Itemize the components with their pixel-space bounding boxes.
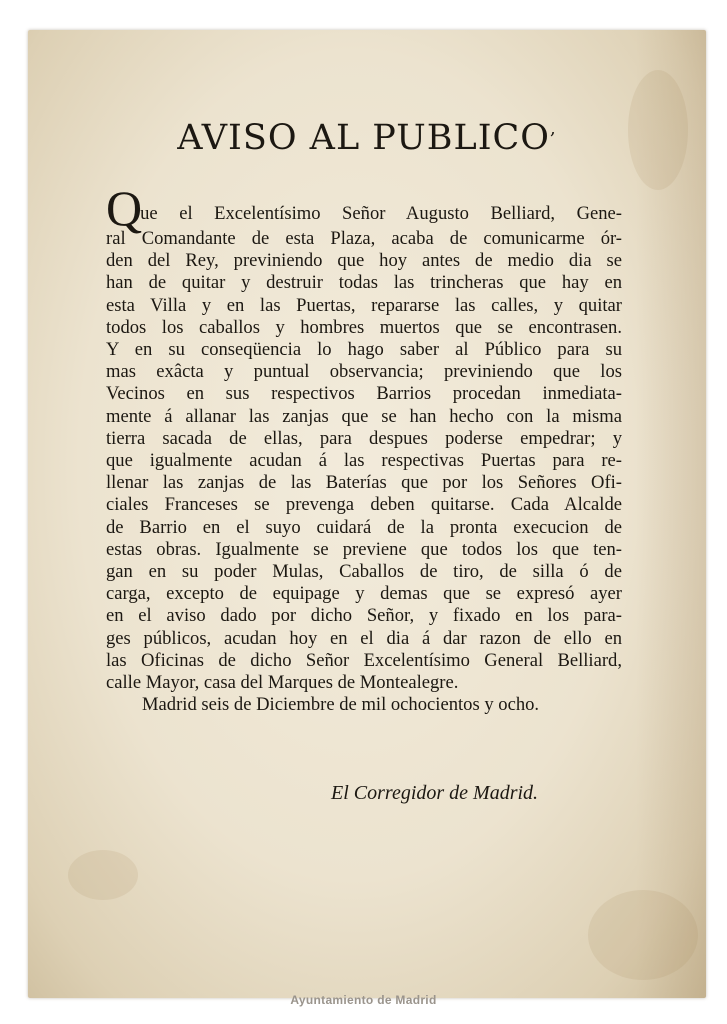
body-line: de Barrio en el suyo cuidará de la pronta execucion de: [106, 516, 622, 538]
body-line: llenar las zanjas de las Baterías que por los Señores Ofi-: [106, 472, 622, 494]
date-line: Madrid seis de Diciembre de mil ochocientos y ocho.: [142, 694, 540, 716]
body-line: en el aviso dado por dicho Señor, y fixado en los para-: [106, 605, 622, 627]
body-line-text: ue el Excelentísimo Señor Augusto Belliard, Gene-: [140, 203, 622, 224]
body-line: ges públicos, acudan hoy en el dia á dar razon de ello en: [106, 627, 622, 649]
document-title: [28, 118, 706, 158]
body-line: todos los caballos y hombres muertos que se encontrasen.: [106, 316, 622, 338]
body-line: han de quitar y destruir todas las trincheras que hay en: [106, 272, 622, 294]
body-line: Vecinos en sus respectivos Barrios procedan inmediata-: [106, 383, 622, 405]
body-line: Y en su conseqüencia lo hago saber al Público para su: [106, 339, 622, 361]
body-line: ral Comandante de esta Plaza, acaba de comunicarme ór-: [106, 228, 622, 249]
title-text: AVISO AL PUBLICO: [177, 118, 551, 158]
body-line: mas exâcta y puntual observancia; previniendo que los: [106, 361, 622, 383]
body-line: ciales Franceses se prevenga deben quitarse. Cada Alcalde: [106, 494, 622, 516]
paper-stain: [68, 850, 138, 900]
body-line: mente á allanar las zanjas que se han hecho con la misma: [106, 405, 622, 427]
body-line: las Oficinas de dicho Señor Excelentísimo General Belliard,: [106, 649, 622, 671]
drop-cap: Q: [106, 180, 141, 236]
watermark: Ayuntamiento de Madrid: [290, 993, 437, 1007]
signature: El Corregidor de Madrid.: [331, 782, 539, 804]
body-line: carga, excepto de equipage y demas que se expresó ayer: [106, 583, 622, 605]
body-line: tierra sacada de ellas, para despues poderse empedrar; y: [106, 427, 622, 449]
paper-stain: [588, 890, 698, 980]
title-punctuation: ,: [550, 118, 557, 139]
document-body: [106, 180, 622, 716]
body-line: que igualmente acudan á las respectivas Puertas para re-: [106, 450, 622, 472]
paper-stain: [628, 70, 688, 190]
body-line: calle Mayor, casa del Marques de Montealegre.: [106, 672, 459, 694]
body-line: estas obras. Igualmente se previene que todos los que ten-: [106, 538, 622, 560]
body-line: [106, 180, 622, 236]
body-line: den del Rey, previniendo que hoy antes de medio dia se: [106, 250, 622, 272]
body-line: gan en su poder Mulas, Caballos de tiro, de silla ó de: [106, 561, 622, 583]
paper-sheet: [28, 30, 706, 998]
body-line: esta Villa y en las Puertas, repararse las calles, y quitar: [106, 294, 622, 316]
